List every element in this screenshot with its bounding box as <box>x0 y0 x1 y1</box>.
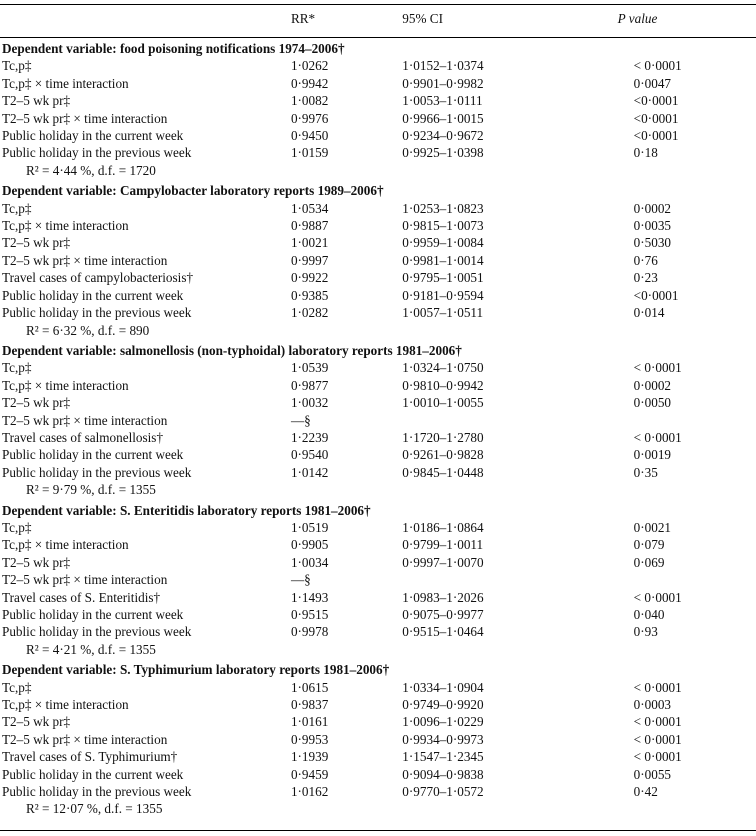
table-row <box>0 269 756 286</box>
table-body <box>0 38 756 818</box>
row-ci <box>402 571 585 588</box>
table-row <box>0 571 756 588</box>
row-label: Tc,p‡ × time interaction <box>2 75 129 91</box>
row-p-value: 0·0021 <box>633 519 672 535</box>
row-ci: 1·0983–1·2026 <box>402 589 484 605</box>
row-p-value: < 0·0001 <box>633 714 682 730</box>
row-label: Public holiday in the previous week <box>2 464 192 480</box>
row-label: Public holiday in the previous week <box>2 784 192 800</box>
row-p-value: 0·93 <box>633 624 658 640</box>
row-p-value: < 0·0001 <box>633 589 682 605</box>
row-label: Tc,p‡ <box>2 519 32 535</box>
header-variable <box>0 5 291 38</box>
row-ci: 0·9925–1·0398 <box>402 145 484 161</box>
row-p-value <box>586 571 756 588</box>
table-row <box>0 234 756 251</box>
row-label: T2–5 wk pr‡ <box>2 235 71 251</box>
row-ci: 1·0324–1·0750 <box>402 360 484 376</box>
row-ci: 1·1547–1·2345 <box>402 749 484 765</box>
table-row <box>0 679 756 696</box>
row-label: Tc,p‡ <box>2 360 32 376</box>
r-squared-row <box>0 481 756 498</box>
table-row <box>0 464 756 481</box>
row-rr: 1·0034 <box>290 554 329 570</box>
row-p-value: < 0·0001 <box>633 679 682 695</box>
row-p-value: 0·0035 <box>633 218 672 234</box>
row-ci: 1·0334–1·0904 <box>402 679 484 695</box>
row-ci: 1·0253–1·0823 <box>402 200 484 216</box>
row-label: T2–5 wk pr‡ × time interaction <box>2 731 168 747</box>
row-rr: 1·0159 <box>290 145 329 161</box>
row-rr: 1·0021 <box>290 235 329 251</box>
row-rr: 1·0032 <box>290 395 329 411</box>
r-squared-text: R² = 12·07 %, d.f. = 1355 <box>26 801 163 817</box>
row-ci: 1·0057–1·0511 <box>402 305 484 321</box>
table-row <box>0 731 756 748</box>
row-label: Tc,p‡ <box>2 200 32 216</box>
row-rr: 0·9905 <box>290 537 329 553</box>
r-squared-row <box>0 162 756 179</box>
row-ci: 0·9181–0·9594 <box>402 287 484 303</box>
row-p-value: 0·014 <box>633 305 665 321</box>
row-label: Public holiday in the current week <box>2 128 184 144</box>
row-label: T2–5 wk pr‡ <box>2 554 71 570</box>
table-row <box>0 766 756 783</box>
row-rr: 0·9450 <box>290 128 329 144</box>
row-ci: 0·9810–0·9942 <box>402 377 484 393</box>
row-label: Public holiday in the current week <box>2 766 184 782</box>
row-rr: 1·0615 <box>290 679 329 695</box>
row-ci: 1·1720–1·2780 <box>402 429 484 445</box>
row-label: Travel cases of S. Typhimurium† <box>2 749 178 765</box>
row-p-value: 0·5030 <box>633 235 672 251</box>
section-title: Dependent variable: food poisoning notifications 1974–2006† <box>2 41 345 56</box>
row-ci: 0·9959–1·0084 <box>402 235 484 251</box>
row-label: Public holiday in the current week <box>2 607 184 622</box>
table-row <box>0 359 756 376</box>
row-ci: 0·9770–1·0572 <box>402 784 484 800</box>
row-rr: 0·9922 <box>290 270 329 286</box>
row-p-value: 0·0047 <box>633 75 672 91</box>
row-rr: —§ <box>290 572 311 588</box>
row-p-value: 0·76 <box>633 252 658 268</box>
r-squared-text: R² = 4·21 %, d.f. = 1355 <box>26 641 156 657</box>
row-ci: 0·9234–0·9672 <box>402 128 484 144</box>
row-label: Tc,p‡ × time interaction <box>2 697 129 713</box>
row-label: T2–5 wk pr‡ × time interaction <box>2 572 168 588</box>
table-row <box>0 606 756 623</box>
table-row <box>0 287 756 304</box>
section-header-row <box>0 38 756 58</box>
row-label: Tc,p‡ × time interaction <box>2 218 129 234</box>
row-rr: 1·0082 <box>290 93 329 109</box>
table-row <box>0 252 756 269</box>
header-ci: 95% CI <box>402 5 585 38</box>
row-label: T2–5 wk pr‡ × time interaction <box>2 252 168 268</box>
row-rr: 1·2239 <box>290 429 329 445</box>
row-ci: 0·9094–0·9838 <box>402 766 484 782</box>
row-rr: 0·9953 <box>290 731 329 747</box>
row-p-value: 0·0050 <box>633 395 672 411</box>
row-rr: 1·1939 <box>290 749 329 765</box>
r-squared-text: R² = 4·44 %, d.f. = 1720 <box>26 162 156 178</box>
section-header-row <box>0 179 756 199</box>
table-row <box>0 57 756 74</box>
row-p-value: 0·35 <box>633 464 658 480</box>
row-label: Tc,p‡ × time interaction <box>2 377 129 393</box>
row-ci: 1·0010–1·0055 <box>402 395 484 411</box>
row-label: Travel cases of S. Enteritidis† <box>2 589 161 605</box>
row-rr: 0·9385 <box>290 287 329 303</box>
r-squared-text: R² = 9·79 %, d.f. = 1355 <box>26 482 156 498</box>
row-label: Public holiday in the current week <box>2 287 184 303</box>
row-rr: 1·0539 <box>290 360 329 376</box>
row-rr: 1·0519 <box>290 519 329 535</box>
row-rr: 0·9877 <box>290 377 329 393</box>
row-p-value: 0·0003 <box>633 697 672 713</box>
row-rr: 1·0161 <box>290 714 329 730</box>
table-row <box>0 519 756 536</box>
r-squared-text: R² = 6·32 %, d.f. = 890 <box>26 322 150 338</box>
section-title: Dependent variable: Campylobacter laboratory reports 1989–2006† <box>2 183 384 199</box>
row-label: Travel cases of campylobacteriosis† <box>2 270 194 286</box>
table-row <box>0 412 756 429</box>
row-rr: 0·9976 <box>290 110 329 126</box>
row-label: Public holiday in the previous week <box>2 624 192 640</box>
table-row <box>0 127 756 144</box>
table-row <box>0 110 756 127</box>
row-p-value: <0·0001 <box>633 287 679 303</box>
r-squared-row <box>0 800 756 817</box>
row-ci <box>402 412 585 429</box>
row-ci: 0·9997–1·0070 <box>402 554 484 570</box>
row-p-value: <0·0001 <box>633 93 679 109</box>
row-p-value: 0·23 <box>633 270 658 286</box>
section-title: Dependent variable: S. Enteritidis laboratory reports 1981–2006† <box>2 502 371 518</box>
row-ci: 1·0186–1·0864 <box>402 519 484 535</box>
row-p-value: <0·0001 <box>633 128 679 144</box>
row-rr: 0·9515 <box>290 607 329 622</box>
table-row <box>0 536 756 553</box>
row-rr: 0·9837 <box>290 697 329 713</box>
table-row <box>0 446 756 463</box>
row-ci: 0·9795–1·0051 <box>402 270 484 286</box>
section-header-row <box>0 499 756 519</box>
row-p-value: < 0·0001 <box>633 360 682 376</box>
table-row <box>0 623 756 640</box>
table-row <box>0 144 756 161</box>
row-p-value: < 0·0001 <box>633 58 682 74</box>
row-rr: 0·9887 <box>290 218 329 234</box>
row-label: Tc,p‡ × time interaction <box>2 537 129 553</box>
row-rr: 0·9997 <box>290 252 329 268</box>
header-rr: RR* <box>291 5 402 38</box>
table-row <box>0 394 756 411</box>
row-ci: 0·9901–0·9982 <box>402 75 484 91</box>
row-label: T2–5 wk pr‡ × time interaction <box>2 412 168 428</box>
section-header-row <box>0 339 756 359</box>
row-label: Public holiday in the current week <box>2 447 184 463</box>
row-ci: 1·0053–1·0111 <box>402 93 483 109</box>
row-rr: 1·0262 <box>290 58 329 74</box>
row-ci: 0·9799–1·0011 <box>402 537 484 553</box>
row-rr: —§ <box>290 412 311 428</box>
row-ci: 0·9261–0·9828 <box>402 447 484 463</box>
table-row <box>0 217 756 234</box>
row-ci: 0·9934–0·9973 <box>402 731 484 747</box>
row-label: T2–5 wk pr‡ <box>2 714 71 730</box>
row-p-value: 0·069 <box>633 554 665 570</box>
row-p-value: <0·0001 <box>633 110 679 126</box>
header-p-value: P value <box>586 5 756 38</box>
row-label: T2–5 wk pr‡ <box>2 93 71 109</box>
row-rr: 1·0162 <box>290 784 329 800</box>
table-row <box>0 783 756 800</box>
row-label: T2–5 wk pr‡ <box>2 395 71 411</box>
row-label: T2–5 wk pr‡ × time interaction <box>2 110 168 126</box>
table-row <box>0 696 756 713</box>
row-p-value: 0·0019 <box>633 447 672 463</box>
row-ci: 0·9075–0·9977 <box>402 607 484 622</box>
row-p-value: 0·0002 <box>633 200 672 216</box>
table-header-row <box>0 5 756 38</box>
row-ci: 0·9515–1·0464 <box>402 624 484 640</box>
row-label: Public holiday in the previous week <box>2 145 192 161</box>
row-ci: 1·0152–1·0374 <box>402 58 484 74</box>
row-ci: 0·9966–1·0015 <box>402 110 484 126</box>
table-row <box>0 377 756 394</box>
row-ci: 0·9981–1·0014 <box>402 252 484 268</box>
section-title: Dependent variable: salmonellosis (non-typhoidal) laboratory reports 1981–2006† <box>2 342 462 358</box>
row-p-value: 0·0055 <box>633 766 672 782</box>
table-row <box>0 75 756 92</box>
row-p-value: < 0·0001 <box>633 731 682 747</box>
table-row <box>0 200 756 217</box>
row-ci: 1·0096–1·0229 <box>402 714 484 730</box>
row-p-value: 0·42 <box>633 784 658 800</box>
regression-results-table <box>0 4 756 818</box>
row-label: Tc,p‡ <box>2 58 32 74</box>
row-rr: 1·0282 <box>290 305 329 321</box>
row-ci: 0·9815–1·0073 <box>402 218 484 234</box>
table-row <box>0 304 756 321</box>
row-rr: 1·0534 <box>290 200 329 216</box>
table-row <box>0 748 756 765</box>
row-ci: 0·9749–0·9920 <box>402 697 484 713</box>
section-header-row <box>0 658 756 678</box>
table-row <box>0 589 756 606</box>
row-p-value: < 0·0001 <box>633 749 682 765</box>
row-p-value: 0·040 <box>633 607 665 622</box>
row-rr: 1·0142 <box>290 464 329 480</box>
table-row <box>0 554 756 571</box>
row-p-value: 0·079 <box>633 537 665 553</box>
bottom-rule <box>0 830 756 831</box>
row-p-value <box>586 412 756 429</box>
row-label: Travel cases of salmonellosis† <box>2 429 164 445</box>
table-row <box>0 713 756 730</box>
row-p-value: 0·18 <box>633 145 658 161</box>
row-label: Public holiday in the previous week <box>2 305 192 321</box>
table-row <box>0 429 756 446</box>
row-ci: 0·9845–1·0448 <box>402 464 484 480</box>
row-rr: 0·9459 <box>290 766 329 782</box>
row-label: Tc,p‡ <box>2 679 32 695</box>
row-rr: 0·9978 <box>290 624 329 640</box>
section-title: Dependent variable: S. Typhimurium laboratory reports 1981–2006† <box>2 662 390 678</box>
r-squared-row <box>0 641 756 658</box>
row-rr: 1·1493 <box>290 589 329 605</box>
table-row <box>0 92 756 109</box>
row-p-value: 0·0002 <box>633 377 672 393</box>
row-rr: 0·9942 <box>290 75 329 91</box>
row-p-value: < 0·0001 <box>633 429 682 445</box>
r-squared-row <box>0 322 756 339</box>
row-rr: 0·9540 <box>290 447 329 463</box>
